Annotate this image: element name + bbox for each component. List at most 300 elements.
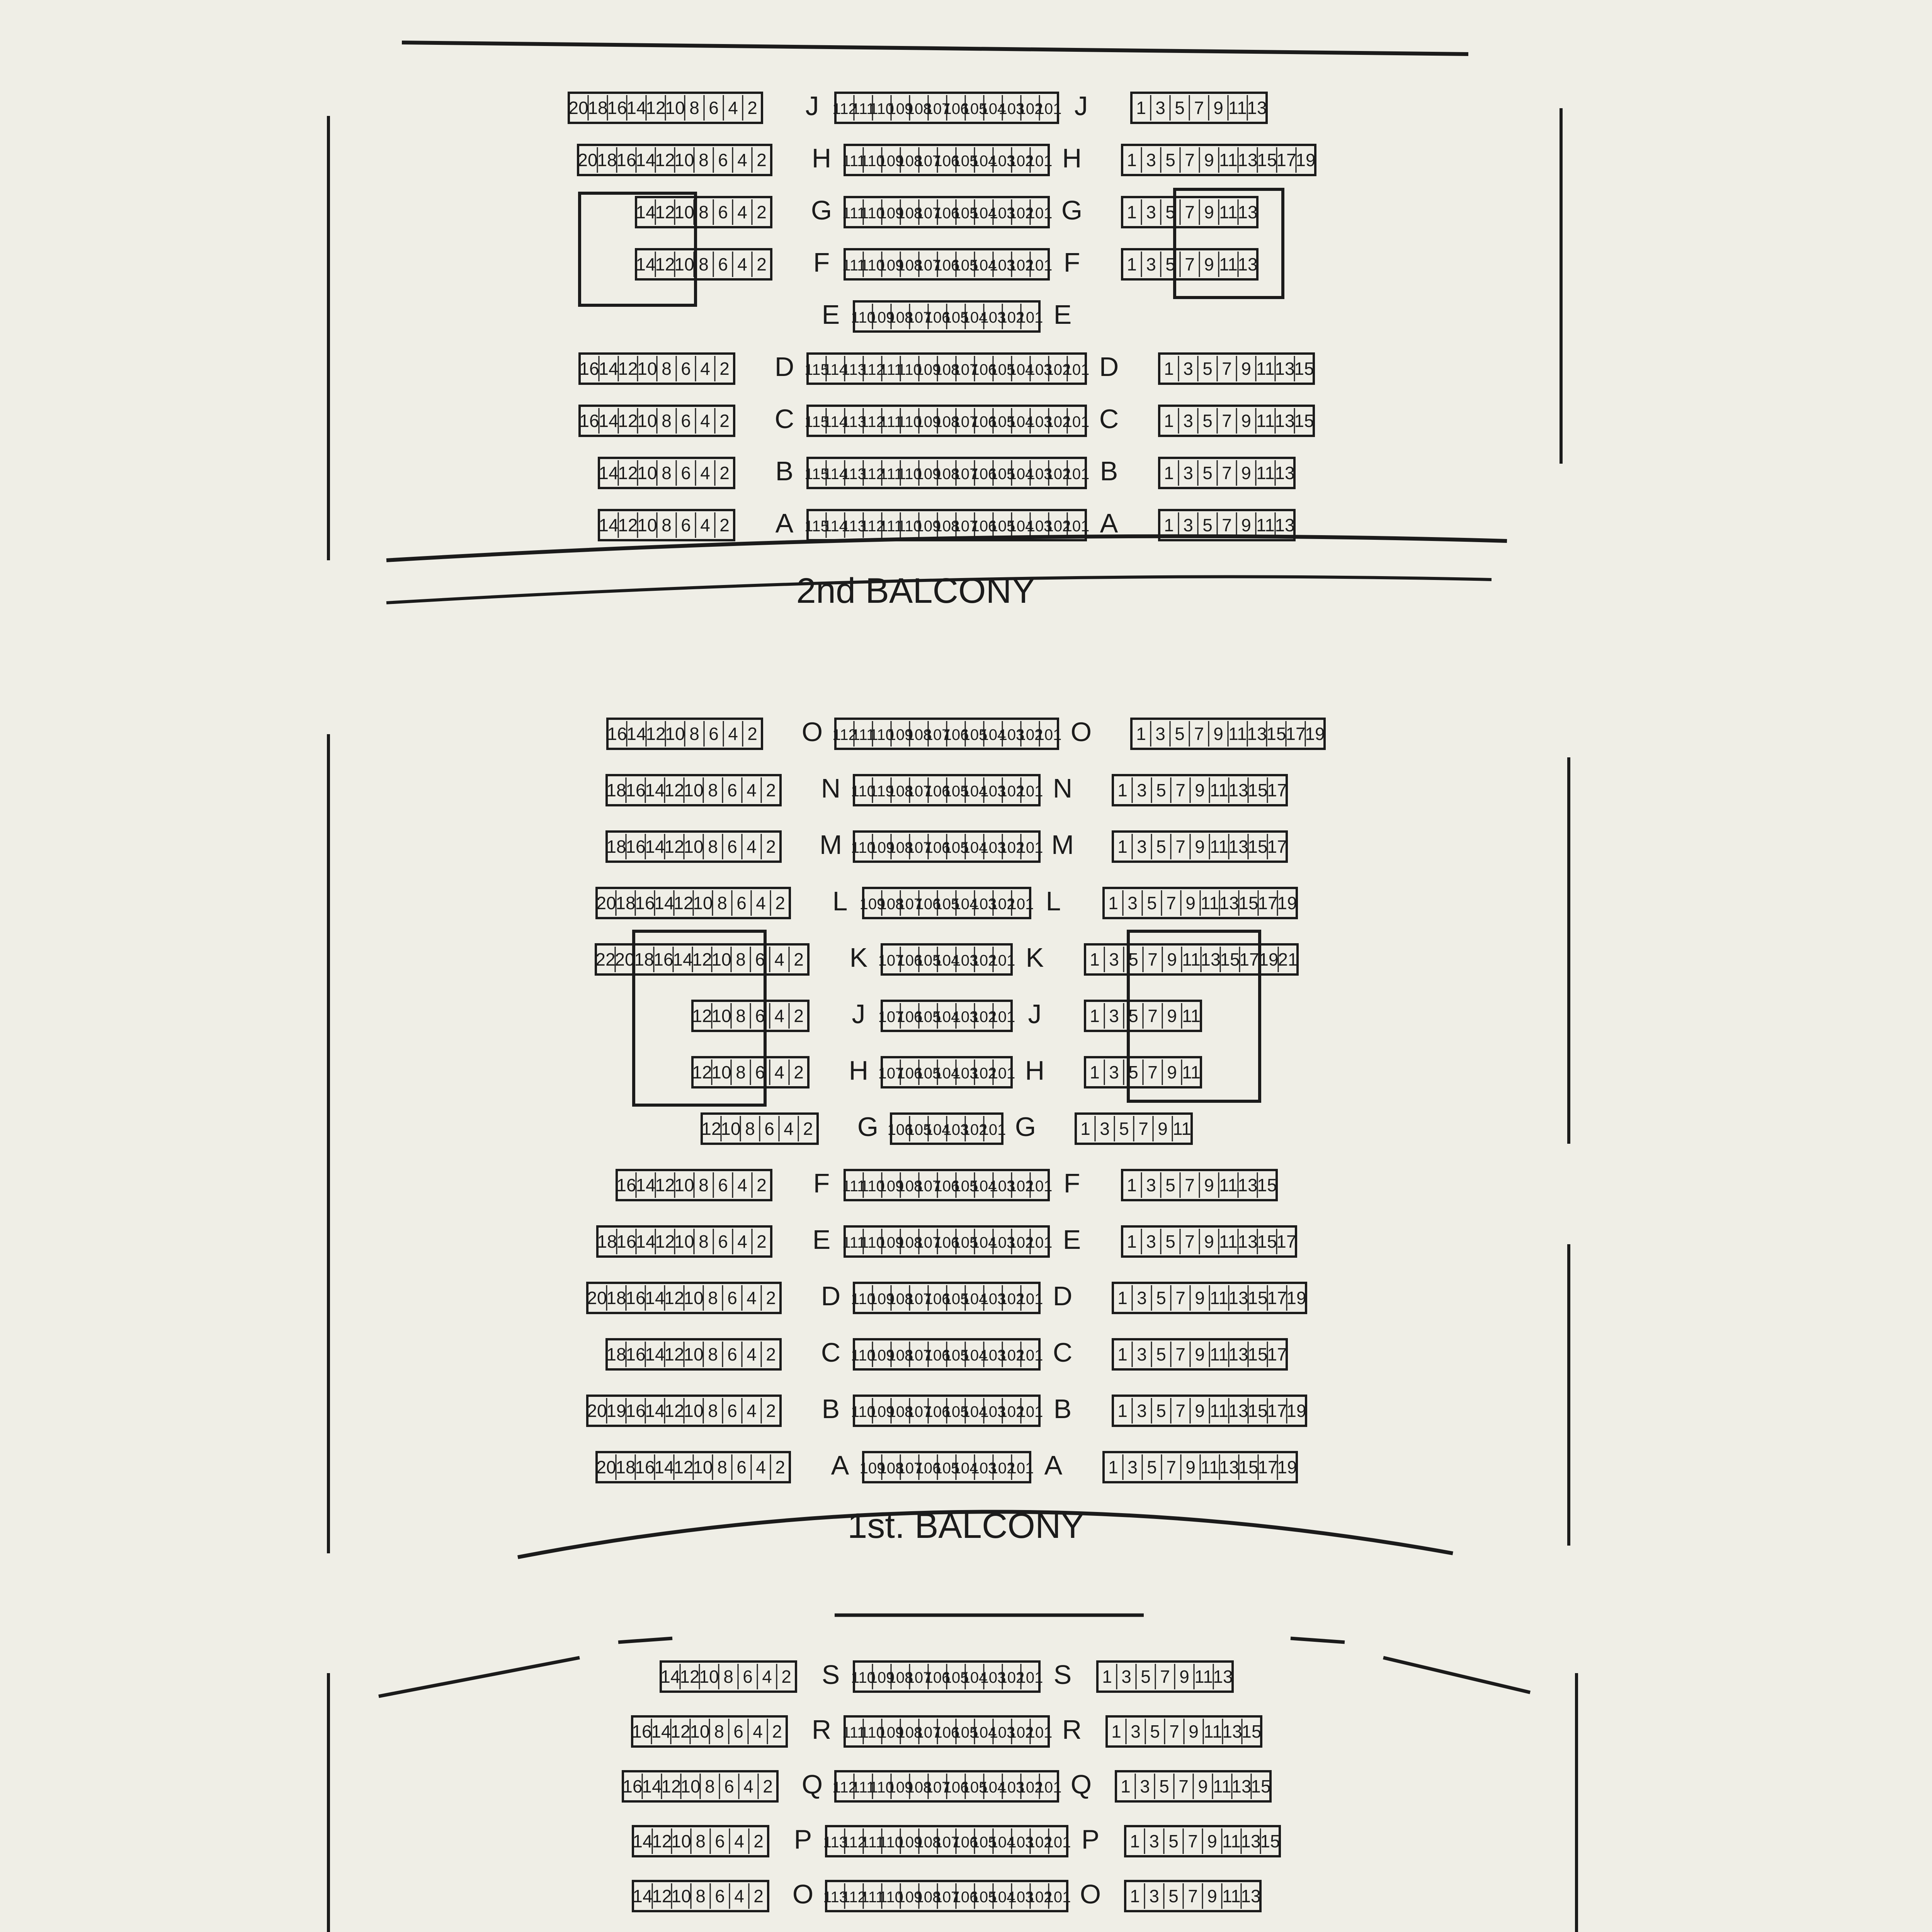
seat-number[interactable]: 16 <box>632 1721 652 1742</box>
seat-number[interactable]: 9 <box>1195 1401 1205 1421</box>
seat-number[interactable]: 2 <box>747 98 757 118</box>
seat-number[interactable]: 119 <box>869 783 894 800</box>
seat-number[interactable]: 111 <box>879 518 903 535</box>
seat-number[interactable]: 4 <box>747 1401 757 1421</box>
seat-number[interactable]: 101 <box>1036 100 1062 117</box>
seat-number[interactable]: 15 <box>1248 1344 1268 1364</box>
seat-number[interactable]: 103 <box>943 1121 969 1138</box>
seat-number[interactable]: 17 <box>1258 1457 1278 1477</box>
seat-number[interactable]: 10 <box>684 1344 704 1364</box>
seat-number[interactable]: 8 <box>689 724 699 744</box>
seat-number[interactable]: 15 <box>1257 150 1277 170</box>
seat-number[interactable]: 4 <box>700 411 710 431</box>
seat-number[interactable]: 105 <box>952 1724 978 1741</box>
seat-number[interactable]: 107 <box>915 1178 941 1195</box>
seat-number[interactable]: 4 <box>774 1062 784 1082</box>
seat-number[interactable]: 104 <box>961 1347 988 1364</box>
seat-number[interactable]: 14 <box>654 1457 674 1477</box>
seat-number[interactable]: 108 <box>896 153 923 170</box>
seat-number[interactable]: 12 <box>646 98 666 118</box>
seat-number[interactable]: 11 <box>1210 1344 1228 1364</box>
seat-number[interactable]: 109 <box>869 1669 895 1686</box>
seat-number[interactable]: 1 <box>1090 1006 1100 1026</box>
seat-number[interactable]: 14 <box>645 1288 665 1308</box>
seat-number[interactable]: 104 <box>971 1724 997 1741</box>
seat-number[interactable]: 16 <box>607 724 627 744</box>
seat-number[interactable]: 5 <box>1128 949 1138 969</box>
seat-number[interactable]: 11 <box>1210 837 1228 857</box>
seat-number[interactable]: 109 <box>896 1889 923 1906</box>
seat-number[interactable]: 5 <box>1168 1886 1179 1906</box>
seat-number[interactable]: 13 <box>1275 411 1295 431</box>
seat-number[interactable]: 8 <box>717 1457 727 1477</box>
seat-number[interactable]: 6 <box>755 1062 765 1082</box>
seat-number[interactable]: 7 <box>1175 1288 1185 1308</box>
seat-number[interactable]: 107 <box>878 952 904 969</box>
seat-number[interactable]: 101 <box>1063 413 1090 430</box>
seat-number[interactable]: 114 <box>823 518 848 535</box>
seat-number[interactable]: 16 <box>579 359 599 379</box>
seat-number[interactable]: 10 <box>674 254 694 274</box>
seat-number[interactable]: 106 <box>887 1121 913 1138</box>
seat-number[interactable]: 106 <box>943 1779 969 1796</box>
seat-number[interactable]: 104 <box>1008 466 1034 483</box>
seat-number[interactable]: 14 <box>599 515 619 535</box>
seat-number[interactable]: 9 <box>1195 1344 1205 1364</box>
seat-number[interactable]: 16 <box>607 98 627 118</box>
seat-number[interactable]: 110 <box>897 361 922 378</box>
seat-number[interactable]: 103 <box>980 309 1006 326</box>
seat-number[interactable]: 104 <box>961 1403 988 1420</box>
seat-number[interactable]: 102 <box>971 1065 997 1082</box>
seat-number[interactable]: 8 <box>708 837 718 857</box>
seat-number[interactable]: 109 <box>869 1347 895 1364</box>
seat-number[interactable]: 12 <box>652 1831 672 1851</box>
seat-number[interactable]: 6 <box>681 411 691 431</box>
seat-number[interactable]: 5 <box>1202 411 1213 431</box>
seat-number[interactable]: 102 <box>1017 100 1043 117</box>
seat-number[interactable]: 107 <box>878 1065 904 1082</box>
seat-number[interactable]: 106 <box>952 1834 978 1851</box>
seat-number[interactable]: 2 <box>775 893 785 913</box>
seat-number[interactable]: 108 <box>915 1834 941 1851</box>
seat-number[interactable]: 104 <box>980 726 1006 743</box>
seat-number[interactable]: 13 <box>1275 463 1295 483</box>
seat-number[interactable]: 8 <box>708 1344 718 1364</box>
seat-number[interactable]: 13 <box>1228 780 1248 800</box>
seat-number[interactable]: 111 <box>879 361 903 378</box>
seat-number[interactable]: 8 <box>705 1776 715 1796</box>
seat-number[interactable]: 106 <box>943 726 969 743</box>
seat-number[interactable]: 103 <box>989 153 1015 170</box>
seat-number[interactable]: 9 <box>1195 1288 1205 1308</box>
seat-number[interactable]: 3 <box>1146 1231 1156 1252</box>
seat-number[interactable]: 105 <box>943 309 969 326</box>
seat-number[interactable]: 1 <box>1102 1667 1112 1687</box>
seat-number[interactable]: 104 <box>934 1065 960 1082</box>
seat-number[interactable]: 2 <box>794 1062 804 1082</box>
seat-number[interactable]: 110 <box>860 257 885 274</box>
seat-number[interactable]: 16 <box>622 1776 643 1796</box>
seat-number[interactable]: 6 <box>764 1119 774 1139</box>
seat-number[interactable]: 104 <box>971 1178 997 1195</box>
seat-number[interactable]: 107 <box>906 1291 932 1308</box>
seat-number[interactable]: 105 <box>952 205 978 222</box>
seat-number[interactable]: 109 <box>887 726 913 743</box>
seat-number[interactable]: 12 <box>661 1776 681 1796</box>
seat-number[interactable]: 3 <box>1183 359 1193 379</box>
seat-number[interactable]: 19 <box>1277 893 1297 913</box>
seat-number[interactable]: 12 <box>664 780 684 800</box>
seat-number[interactable]: 10 <box>721 1119 741 1139</box>
seat-number[interactable]: 2 <box>719 463 730 483</box>
seat-number[interactable]: 114 <box>823 466 848 483</box>
seat-number[interactable]: 102 <box>998 1347 1025 1364</box>
seat-number[interactable]: 1 <box>1108 1457 1118 1477</box>
seat-number[interactable]: 6 <box>718 150 728 170</box>
seat-number[interactable]: 14 <box>636 254 656 274</box>
seat-number[interactable]: 3 <box>1131 1721 1141 1742</box>
seat-number[interactable]: 106 <box>924 839 951 856</box>
seat-number[interactable]: 20 <box>578 150 598 170</box>
seat-number[interactable]: 105 <box>989 518 1015 535</box>
seat-number[interactable]: 10 <box>637 411 657 431</box>
seat-number[interactable]: 15 <box>1294 411 1314 431</box>
seat-number[interactable]: 12 <box>692 949 712 969</box>
seat-number[interactable]: 8 <box>699 1231 709 1252</box>
seat-number[interactable]: 12 <box>680 1667 700 1687</box>
seat-number[interactable]: 7 <box>1185 150 1195 170</box>
seat-number[interactable]: 2 <box>772 1721 782 1742</box>
seat-number[interactable]: 9 <box>1204 150 1214 170</box>
seat-number[interactable]: 107 <box>878 1009 904 1026</box>
seat-number[interactable]: 1 <box>1127 150 1137 170</box>
seat-number[interactable]: 18 <box>606 1288 626 1308</box>
seat-number[interactable]: 104 <box>971 257 997 274</box>
seat-number[interactable]: 110 <box>851 1291 876 1308</box>
seat-number[interactable]: 105 <box>952 1234 978 1251</box>
seat-number[interactable]: 1 <box>1090 1062 1100 1082</box>
seat-number[interactable]: 13 <box>1275 359 1295 379</box>
seat-number[interactable]: 8 <box>708 1401 718 1421</box>
seat-number[interactable]: 2 <box>757 150 767 170</box>
seat-number[interactable]: 17 <box>1267 837 1287 857</box>
seat-number[interactable]: 5 <box>1165 254 1175 274</box>
seat-number[interactable]: 104 <box>961 839 988 856</box>
seat-number[interactable]: 111 <box>861 1889 884 1906</box>
seat-number[interactable]: 105 <box>971 1834 997 1851</box>
seat-number[interactable]: 13 <box>1247 98 1267 118</box>
seat-number[interactable]: 12 <box>652 1886 672 1906</box>
seat-number[interactable]: 6 <box>718 1231 728 1252</box>
seat-number[interactable]: 20 <box>568 98 588 118</box>
seat-number[interactable]: 104 <box>952 1460 978 1477</box>
seat-number[interactable]: 11 <box>1182 949 1201 969</box>
seat-number[interactable]: 8 <box>699 1175 709 1195</box>
seat-number[interactable]: 102 <box>998 1669 1025 1686</box>
seat-number[interactable]: 106 <box>952 1889 978 1906</box>
seat-number[interactable]: 13 <box>1219 893 1239 913</box>
seat-number[interactable]: 12 <box>618 463 638 483</box>
seat-number[interactable]: 4 <box>762 1667 772 1687</box>
seat-number[interactable]: 102 <box>998 309 1025 326</box>
seat-number[interactable]: 19 <box>1286 1401 1306 1421</box>
seat-number[interactable]: 3 <box>1183 411 1193 431</box>
seat-number[interactable]: 104 <box>1008 518 1034 535</box>
seat-number[interactable]: 12 <box>673 1457 694 1477</box>
seat-number[interactable]: 10 <box>674 1231 694 1252</box>
seat-number[interactable]: 107 <box>915 1724 941 1741</box>
seat-number[interactable]: 12 <box>655 1231 675 1252</box>
seat-number[interactable]: 9 <box>1198 1776 1208 1796</box>
seat-number[interactable]: 2 <box>766 1401 776 1421</box>
seat-number[interactable]: 3 <box>1146 1175 1156 1195</box>
seat-number[interactable]: 20 <box>615 949 635 969</box>
seat-number[interactable]: 16 <box>616 150 636 170</box>
seat-number[interactable]: 9 <box>1189 1721 1199 1742</box>
seat-number[interactable]: 104 <box>980 1779 1006 1796</box>
seat-number[interactable]: 14 <box>636 150 656 170</box>
seat-number[interactable]: 19 <box>1286 1288 1306 1308</box>
seat-number[interactable]: 102 <box>998 1291 1025 1308</box>
seat-number[interactable]: 108 <box>896 257 923 274</box>
seat-number[interactable]: 11 <box>1213 1776 1231 1796</box>
seat-number[interactable]: 19 <box>1277 1457 1297 1477</box>
seat-number[interactable]: 13 <box>1228 1288 1248 1308</box>
seat-number[interactable]: 102 <box>1008 153 1034 170</box>
seat-number[interactable]: 110 <box>851 1403 876 1420</box>
seat-number[interactable]: 106 <box>924 1403 951 1420</box>
seat-number[interactable]: 14 <box>599 359 619 379</box>
seat-number[interactable]: 10 <box>637 359 657 379</box>
seat-number[interactable]: 110 <box>860 1724 885 1741</box>
seat-number[interactable]: 10 <box>671 1831 691 1851</box>
seat-number[interactable]: 11 <box>1219 150 1238 170</box>
seat-number[interactable]: 102 <box>971 1009 997 1026</box>
seat-number[interactable]: 102 <box>1045 518 1071 535</box>
seat-number[interactable]: 9 <box>1241 359 1251 379</box>
seat-number[interactable]: 1 <box>1164 515 1174 535</box>
seat-number[interactable]: 6 <box>709 98 719 118</box>
seat-number[interactable]: 14 <box>654 893 674 913</box>
seat-number[interactable]: 11 <box>1228 724 1247 744</box>
seat-number[interactable]: 19 <box>1259 949 1279 969</box>
seat-number[interactable]: 103 <box>998 1779 1025 1796</box>
seat-number[interactable]: 3 <box>1146 254 1156 274</box>
seat-number[interactable]: 15 <box>1294 359 1314 379</box>
seat-number[interactable]: 7 <box>1169 1721 1179 1742</box>
seat-number[interactable]: 109 <box>878 1234 904 1251</box>
seat-number[interactable]: 3 <box>1137 1401 1147 1421</box>
seat-number[interactable]: 12 <box>655 254 675 274</box>
seat-number[interactable]: 14 <box>645 1401 665 1421</box>
seat-number[interactable]: 105 <box>961 726 988 743</box>
seat-number[interactable]: 18 <box>606 1344 626 1364</box>
seat-number[interactable]: 112 <box>832 726 857 743</box>
seat-number[interactable]: 106 <box>915 1460 941 1477</box>
seat-number[interactable]: 2 <box>766 837 776 857</box>
seat-number[interactable]: 3 <box>1183 515 1193 535</box>
seat-number[interactable]: 108 <box>878 1460 904 1477</box>
seat-number[interactable]: 107 <box>906 1347 932 1364</box>
seat-number[interactable]: 111 <box>842 1178 866 1195</box>
seat-number[interactable]: 103 <box>980 1347 1006 1364</box>
seat-number[interactable]: 103 <box>1008 1889 1034 1906</box>
seat-number[interactable]: 5 <box>1147 1457 1157 1477</box>
seat-number[interactable]: 113 <box>842 518 866 535</box>
seat-number[interactable]: 106 <box>924 1347 951 1364</box>
seat-number[interactable]: 109 <box>896 1834 923 1851</box>
seat-number[interactable]: 4 <box>737 254 747 274</box>
seat-number[interactable]: 105 <box>952 153 978 170</box>
seat-number[interactable]: 103 <box>998 100 1025 117</box>
seat-number[interactable]: 113 <box>842 361 866 378</box>
seat-number[interactable]: 111 <box>851 726 875 743</box>
seat-number[interactable]: 11 <box>1228 98 1247 118</box>
seat-number[interactable]: 101 <box>1063 466 1090 483</box>
seat-number[interactable]: 4 <box>700 359 710 379</box>
seat-number[interactable]: 101 <box>989 952 1015 969</box>
seat-number[interactable]: 4 <box>700 463 710 483</box>
seat-number[interactable]: 1 <box>1117 837 1128 857</box>
seat-number[interactable]: 102 <box>998 1403 1025 1420</box>
seat-number[interactable]: 101 <box>1026 257 1053 274</box>
seat-number[interactable]: 8 <box>736 949 746 969</box>
seat-number[interactable]: 102 <box>998 783 1025 800</box>
seat-number[interactable]: 14 <box>673 949 693 969</box>
seat-number[interactable]: 1 <box>1090 949 1100 969</box>
seat-number[interactable]: 8 <box>662 463 672 483</box>
seat-number[interactable]: 108 <box>934 518 960 535</box>
seat-number[interactable]: 2 <box>753 1886 764 1906</box>
seat-number[interactable]: 112 <box>860 361 885 378</box>
seat-number[interactable]: 13 <box>1241 1886 1261 1906</box>
seat-number[interactable]: 11 <box>1201 1457 1219 1477</box>
seat-number[interactable]: 3 <box>1146 202 1156 222</box>
seat-number[interactable]: 9 <box>1213 724 1223 744</box>
seat-number[interactable]: 110 <box>851 1669 876 1686</box>
seat-number[interactable]: 105 <box>989 361 1015 378</box>
seat-number[interactable]: 10 <box>693 893 713 913</box>
seat-number[interactable]: 14 <box>651 1721 671 1742</box>
seat-number[interactable]: 16 <box>616 1175 636 1195</box>
seat-number[interactable]: 18 <box>634 949 654 969</box>
seat-number[interactable]: 12 <box>655 1175 675 1195</box>
seat-number[interactable]: 17 <box>1276 1231 1296 1252</box>
seat-number[interactable]: 9 <box>1195 780 1205 800</box>
seat-number[interactable]: 7 <box>1185 202 1195 222</box>
seat-number[interactable]: 9 <box>1195 837 1205 857</box>
seat-number[interactable]: 5 <box>1150 1721 1160 1742</box>
seat-number[interactable]: 5 <box>1156 837 1166 857</box>
seat-number[interactable]: 18 <box>597 1231 617 1252</box>
seat-number[interactable]: 1 <box>1127 254 1137 274</box>
seat-number[interactable]: 12 <box>664 837 684 857</box>
seat-number[interactable]: 109 <box>878 1178 904 1195</box>
seat-number[interactable]: 105 <box>915 952 941 969</box>
seat-number[interactable]: 103 <box>980 839 1006 856</box>
seat-number[interactable]: 6 <box>709 724 719 744</box>
seat-number[interactable]: 7 <box>1166 1457 1176 1477</box>
seat-number[interactable]: 103 <box>980 783 1006 800</box>
seat-number[interactable]: 106 <box>934 205 960 222</box>
seat-number[interactable]: 109 <box>915 413 941 430</box>
seat-number[interactable]: 11 <box>1204 1721 1222 1742</box>
seat-number[interactable]: 104 <box>1008 361 1034 378</box>
seat-number[interactable]: 10 <box>665 724 685 744</box>
seat-number[interactable]: 13 <box>1238 202 1258 222</box>
seat-number[interactable]: 105 <box>943 783 969 800</box>
seat-number[interactable]: 8 <box>699 202 709 222</box>
seat-number[interactable]: 20 <box>587 1401 607 1421</box>
seat-number[interactable]: 11 <box>1222 1886 1241 1906</box>
seat-number[interactable]: 103 <box>1026 518 1053 535</box>
seat-number[interactable]: 11 <box>1201 893 1219 913</box>
seat-number[interactable]: 103 <box>952 1065 978 1082</box>
seat-number[interactable]: 7 <box>1175 837 1185 857</box>
seat-number[interactable]: 103 <box>952 1009 978 1026</box>
seat-number[interactable]: 11 <box>1210 780 1228 800</box>
seat-number[interactable]: 5 <box>1156 1401 1166 1421</box>
seat-number[interactable]: 7 <box>1138 1119 1148 1139</box>
seat-number[interactable]: 101 <box>989 1009 1015 1026</box>
seat-number[interactable]: 10 <box>711 1062 731 1082</box>
seat-number[interactable]: 13 <box>1228 1344 1248 1364</box>
seat-number[interactable]: 11 <box>1256 463 1275 483</box>
seat-number[interactable]: 18 <box>597 150 617 170</box>
seat-number[interactable]: 102 <box>998 839 1025 856</box>
seat-number[interactable]: 14 <box>633 1831 653 1851</box>
seat-number[interactable]: 106 <box>896 1009 923 1026</box>
seat-number[interactable]: 11 <box>1256 411 1275 431</box>
seat-number[interactable]: 102 <box>1045 466 1071 483</box>
seat-number[interactable]: 104 <box>952 896 978 913</box>
seat-number[interactable]: 102 <box>971 952 997 969</box>
seat-number[interactable]: 110 <box>860 205 885 222</box>
seat-number[interactable]: 110 <box>860 1178 885 1195</box>
seat-number[interactable]: 8 <box>689 98 699 118</box>
seat-number[interactable]: 7 <box>1148 1006 1158 1026</box>
seat-number[interactable]: 17 <box>1267 1288 1287 1308</box>
seat-number[interactable]: 2 <box>719 359 730 379</box>
seat-number[interactable]: 11 <box>1194 1667 1213 1687</box>
seat-number[interactable]: 11 <box>1219 1175 1238 1195</box>
seat-number[interactable]: 1 <box>1164 463 1174 483</box>
seat-number[interactable]: 1 <box>1127 1175 1137 1195</box>
seat-number[interactable]: 10 <box>671 1886 691 1906</box>
seat-number[interactable]: 2 <box>719 411 730 431</box>
seat-number[interactable]: 13 <box>1228 1401 1248 1421</box>
seat-number[interactable]: 14 <box>626 724 646 744</box>
seat-number[interactable]: 1 <box>1108 893 1118 913</box>
seat-number[interactable]: 16 <box>635 1457 655 1477</box>
seat-number[interactable]: 1 <box>1111 1721 1121 1742</box>
seat-number[interactable]: 16 <box>616 1231 636 1252</box>
seat-number[interactable]: 103 <box>980 1403 1006 1420</box>
seat-number[interactable]: 110 <box>879 1889 903 1906</box>
seat-number[interactable]: 6 <box>718 254 728 274</box>
seat-number[interactable]: 103 <box>971 1460 997 1477</box>
seat-number[interactable]: 108 <box>906 726 932 743</box>
seat-number[interactable]: 12 <box>618 359 638 379</box>
seat-number[interactable]: 105 <box>934 1460 960 1477</box>
seat-number[interactable]: 102 <box>1017 1779 1043 1796</box>
seat-number[interactable]: 110 <box>897 413 922 430</box>
seat-number[interactable]: 111 <box>842 257 866 274</box>
seat-number[interactable]: 102 <box>1008 1234 1034 1251</box>
seat-number[interactable]: 2 <box>794 1006 804 1026</box>
seat-number[interactable]: 10 <box>680 1776 701 1796</box>
